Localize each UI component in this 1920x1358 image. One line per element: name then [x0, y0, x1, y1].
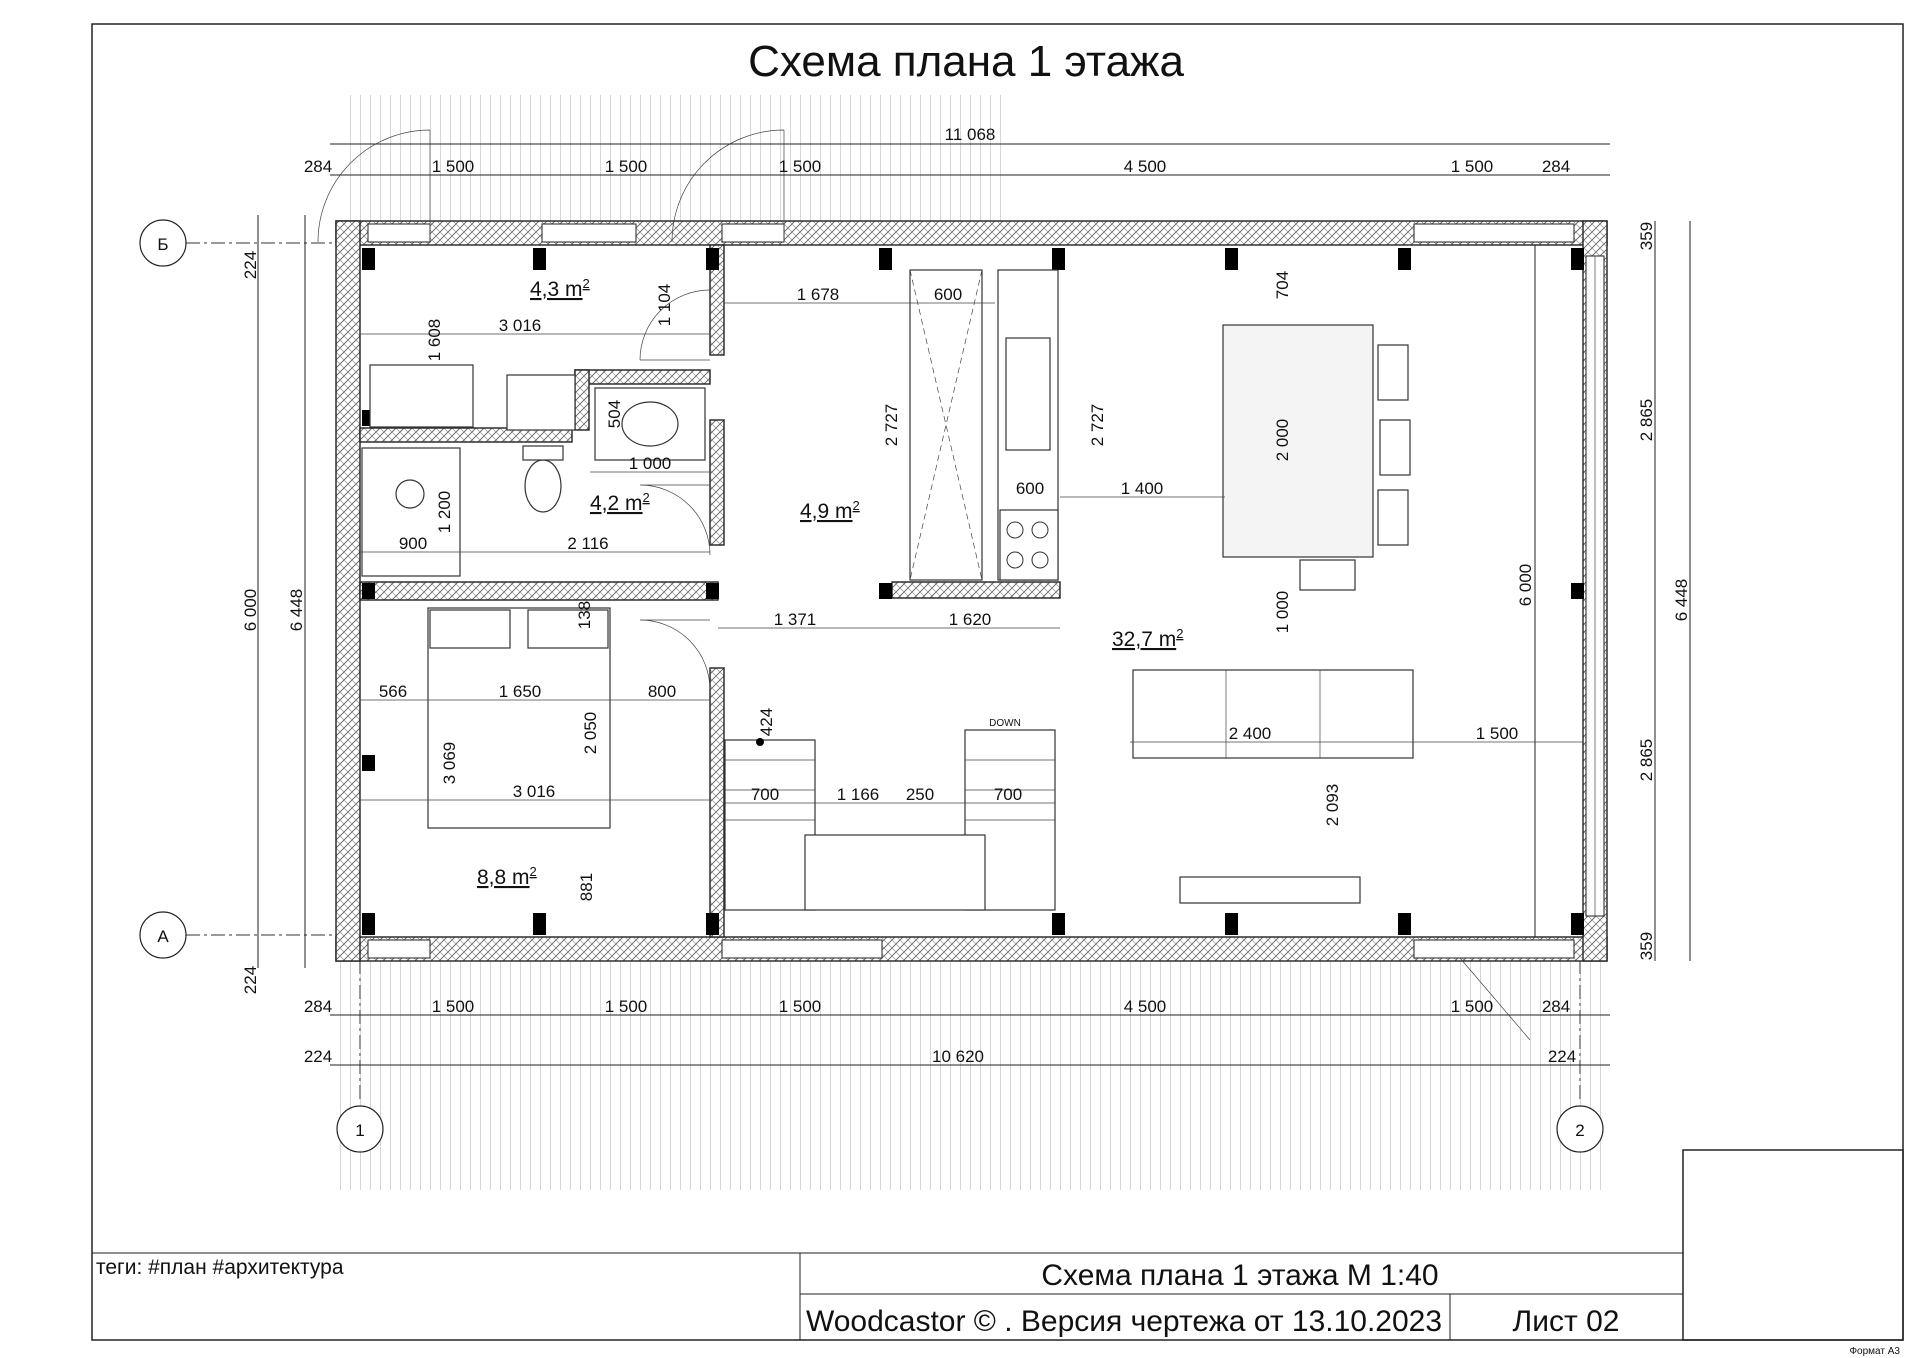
pillow: [430, 610, 510, 648]
dim-bottom-t2: 224: [1547, 1047, 1577, 1066]
dim-bottom-total: 10 620: [932, 1047, 984, 1066]
toilet-icon: [525, 460, 561, 512]
dim-3069: 3 069: [440, 741, 459, 785]
dim-1678: 1 678: [796, 285, 840, 304]
cooktop-icon: [1000, 510, 1058, 580]
cabinet: [507, 375, 575, 430]
dim-138: 138: [575, 600, 594, 630]
stairs-down-label: DOWN: [989, 718, 1021, 729]
dim-top-total: 11 068: [944, 125, 996, 144]
dim-1400: 1 400: [1120, 479, 1164, 498]
living-area: [1133, 670, 1413, 903]
page-title: Схема плана 1 этажа: [748, 37, 1184, 86]
dim-1200: 1 200: [435, 490, 454, 534]
area-kitchen: 4,9 $m^2$: [800, 498, 860, 523]
dim-2093: 2 093: [1323, 783, 1342, 827]
dim-1104: 1 104: [655, 283, 674, 327]
dim-right-4: 2 865: [1637, 738, 1656, 782]
dim-1371: 1 371: [773, 610, 817, 629]
dim-top-1: 284: [303, 157, 333, 176]
dim-504: 504: [605, 399, 624, 429]
dim-1620: 1 620: [948, 610, 992, 629]
dim-2000: 2 000: [1273, 418, 1292, 462]
dim-bottom-2: 1 500: [431, 997, 475, 1016]
area-bedroom: 8,8 $m^2$: [477, 864, 537, 889]
dim-bottom-t1: 224: [303, 1047, 333, 1066]
axis-a-label: А: [157, 927, 169, 946]
tags-label: теги: #план #архитектура: [96, 1256, 344, 1279]
staircase: [725, 718, 1055, 910]
dim-1000-living: 1 000: [1273, 590, 1292, 634]
dim-left-2: 6 000: [241, 588, 260, 632]
shower-tray: [370, 365, 473, 427]
dim-600-stove: 600: [1015, 479, 1045, 498]
dim-1000-bath: 1 000: [628, 454, 672, 473]
dim-right-1: 359: [1637, 221, 1656, 251]
dim-704: 704: [1273, 270, 1292, 300]
toilet-tank: [523, 446, 563, 460]
format-label: Формат А3: [1849, 1346, 1900, 1357]
sofa: [1133, 670, 1413, 758]
dim-2727-left: 2 727: [882, 403, 901, 447]
dim-left-3: 6 448: [287, 588, 306, 632]
dim-424: 424: [757, 707, 776, 737]
dim-left-4: 224: [241, 965, 260, 995]
dim-top-6: 1 500: [1450, 157, 1494, 176]
dim-top-4: 1 500: [778, 157, 822, 176]
stairs-start-dot: [756, 738, 764, 746]
area-bathroom-1: 4,3 $m^2$: [530, 276, 590, 301]
bath-drain-icon: [396, 480, 424, 508]
axis-2-label: 2: [1575, 1121, 1585, 1140]
dim-left-1: 224: [241, 250, 260, 280]
axis-b-label: Б: [157, 235, 169, 254]
area-bathroom-2: 4,2 $m^2$: [590, 490, 650, 515]
dim-right-3: 6 448: [1672, 578, 1691, 622]
dim-top-5: 4 500: [1123, 157, 1167, 176]
dim-2116: 2 116: [567, 534, 609, 553]
dim-top-2: 1 500: [431, 157, 475, 176]
dim-1608: 1 608: [425, 318, 444, 362]
dim-566: 566: [378, 682, 408, 701]
drawing-version: Woodcastor © . Версия чертежа от 13.10.2023: [805, 1305, 1443, 1338]
dining-set: [1223, 325, 1410, 590]
dim-1650: 1 650: [498, 682, 542, 701]
sheet-number: Лист 02: [1512, 1305, 1620, 1338]
dim-bottom-6: 1 500: [1450, 997, 1494, 1016]
drawing-title: Схема плана 1 этажа М 1:40: [1041, 1259, 1439, 1292]
dim-1166: 1 166: [836, 785, 880, 804]
dim-881: 881: [577, 872, 596, 902]
dim-2400: 2 400: [1228, 724, 1272, 743]
dining-table: [1223, 325, 1373, 557]
area-living: 32,7 $m^2$: [1112, 626, 1184, 651]
chair: [1300, 560, 1355, 590]
tv-unit: [1180, 877, 1360, 903]
terrace-bottom: [333, 960, 1606, 1190]
sink-basin: [622, 402, 678, 446]
dim-top-3: 1 500: [604, 157, 648, 176]
dim-1500-living: 1 500: [1475, 724, 1519, 743]
kitchen-sink: [1006, 338, 1050, 450]
axis-1-label: 1: [355, 1121, 365, 1140]
chair: [1380, 420, 1410, 475]
dim-right-5: 359: [1637, 931, 1656, 961]
dim-right-6: 6 000: [1516, 563, 1535, 607]
dim-bottom-3: 1 500: [604, 997, 648, 1016]
dim-3016-top: 3 016: [498, 316, 542, 335]
dim-700-left: 700: [750, 785, 780, 804]
dim-right-2: 2 865: [1637, 398, 1656, 442]
dim-3016-bottom: 3 016: [512, 782, 556, 801]
dim-700-right: 700: [993, 785, 1023, 804]
dim-2727-right: 2 727: [1088, 403, 1107, 447]
dim-top-7: 284: [1541, 157, 1571, 176]
chair: [1378, 490, 1408, 545]
dim-600-top: 600: [933, 285, 963, 304]
dim-250: 250: [905, 785, 935, 804]
dim-2050: 2 050: [581, 711, 600, 755]
left-dimensions: [241, 215, 306, 994]
kitchen-units: [910, 270, 1058, 580]
chair: [1378, 345, 1408, 400]
dim-900: 900: [398, 534, 428, 553]
dim-bottom-7: 284: [1541, 997, 1571, 1016]
pillow: [528, 610, 608, 648]
dim-bottom-4: 1 500: [778, 997, 822, 1016]
dim-bottom-5: 4 500: [1123, 997, 1167, 1016]
dim-800: 800: [647, 682, 677, 701]
dim-bottom-1: 284: [303, 997, 333, 1016]
